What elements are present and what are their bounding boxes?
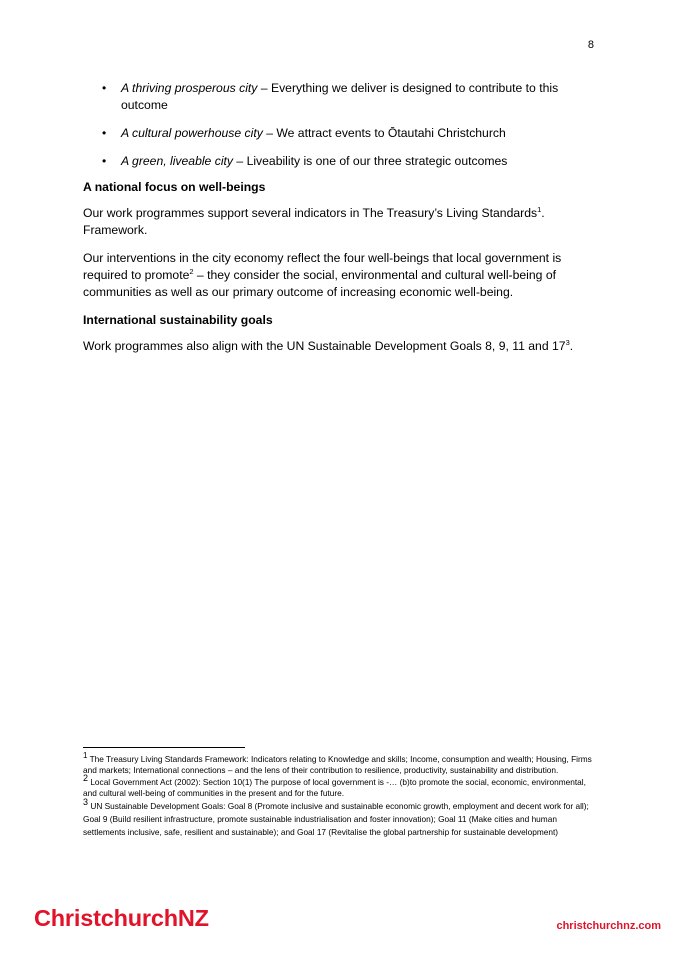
national-paragraph-1: [83, 205, 593, 239]
bullet-title: A green, liveable city: [121, 154, 234, 168]
footnote-number: 2: [83, 773, 89, 784]
paragraph-text: – they consider the social, environmental and cultural well-being of communities as well as our primary outcome of increasing economic well-being.: [83, 268, 556, 299]
footnote-1: [83, 751, 593, 776]
footnote-ref-1[interactable]: 1: [537, 204, 542, 214]
list-item: [83, 80, 593, 114]
christchurchnz-logo: ChristchurchNZ: [34, 905, 209, 931]
footnote-ref-2[interactable]: 2: [189, 266, 194, 276]
international-paragraph: [83, 338, 593, 355]
footnote-number: 3: [83, 797, 89, 808]
footnote-2: [83, 773, 593, 799]
footnote-divider: [83, 747, 245, 748]
paragraph-text: Our work programmes support several indicators in The Treasury’s Living Standards: [83, 206, 538, 220]
bullet-icon: •: [102, 126, 107, 140]
footnote-number: 1: [83, 751, 88, 761]
list-item: [83, 125, 593, 142]
paragraph-text: . Framework.: [83, 206, 545, 237]
national-heading: A national focus on well-beings: [83, 180, 266, 194]
bullet-title: A cultural powerhouse city: [121, 126, 263, 140]
footnote-3: [83, 797, 593, 839]
bullet-title: A thriving prosperous city: [121, 81, 258, 95]
footnote-text: UN Sustainable Development Goals: Goal 8 (Promote inclusive and sustainable economic growth, employment and decent work for all); Goal 9 (Build resilient infrastructure, promote sustainable industrialisation and foster innovation); Goal 11 (Make cities and human settlements inclusive, safe, resilient and sustainable); and Goal 17 (Revitalise the global partnership for sustainable development): [83, 801, 589, 837]
page-number: 8: [587, 39, 594, 51]
paragraph-text: Work programmes also align with the UN Sustainable Development Goals 8, 9, 11 and 17: [83, 339, 566, 353]
page-content: [83, 80, 593, 366]
bullet-text: – We attract events to Ōtautahi Christchurch: [262, 126, 506, 140]
bullet-icon: •: [102, 81, 107, 95]
bullet-text: – Everything we deliver is designed to contribute to this outcome: [121, 81, 559, 112]
footnote-text: Local Government Act (2002): Section 10(1) The purpose of local government is -… (b)to promote the social, economic, environmental, and cultural well-being of communities in the present and for the future.: [83, 777, 586, 798]
paragraph-text: Our interventions in the city economy reflect the four well-beings that local government is required to promote: [83, 251, 562, 282]
bullet-icon: •: [102, 154, 107, 168]
footnote-text: The Treasury Living Standards Framework: Indicators relating to Knowledge and skills; Income, consumption and wealth; Housing, Firms and markets; International connections – and the lens of their contribution to resilience, productivity, sustainability and distribution.: [83, 754, 592, 775]
website-link[interactable]: christchurchnz.com: [556, 920, 661, 932]
footnotes: [83, 751, 593, 840]
bullet-text: – Liveability is one of our three strategic outcomes: [233, 154, 508, 168]
list-item: [83, 153, 593, 170]
strategic-outcomes-list: [83, 80, 593, 170]
national-paragraph-2: [83, 250, 593, 301]
paragraph-text: .: [569, 339, 574, 353]
international-heading: International sustainability goals: [83, 313, 273, 327]
footnote-ref-3[interactable]: 3: [565, 337, 570, 347]
